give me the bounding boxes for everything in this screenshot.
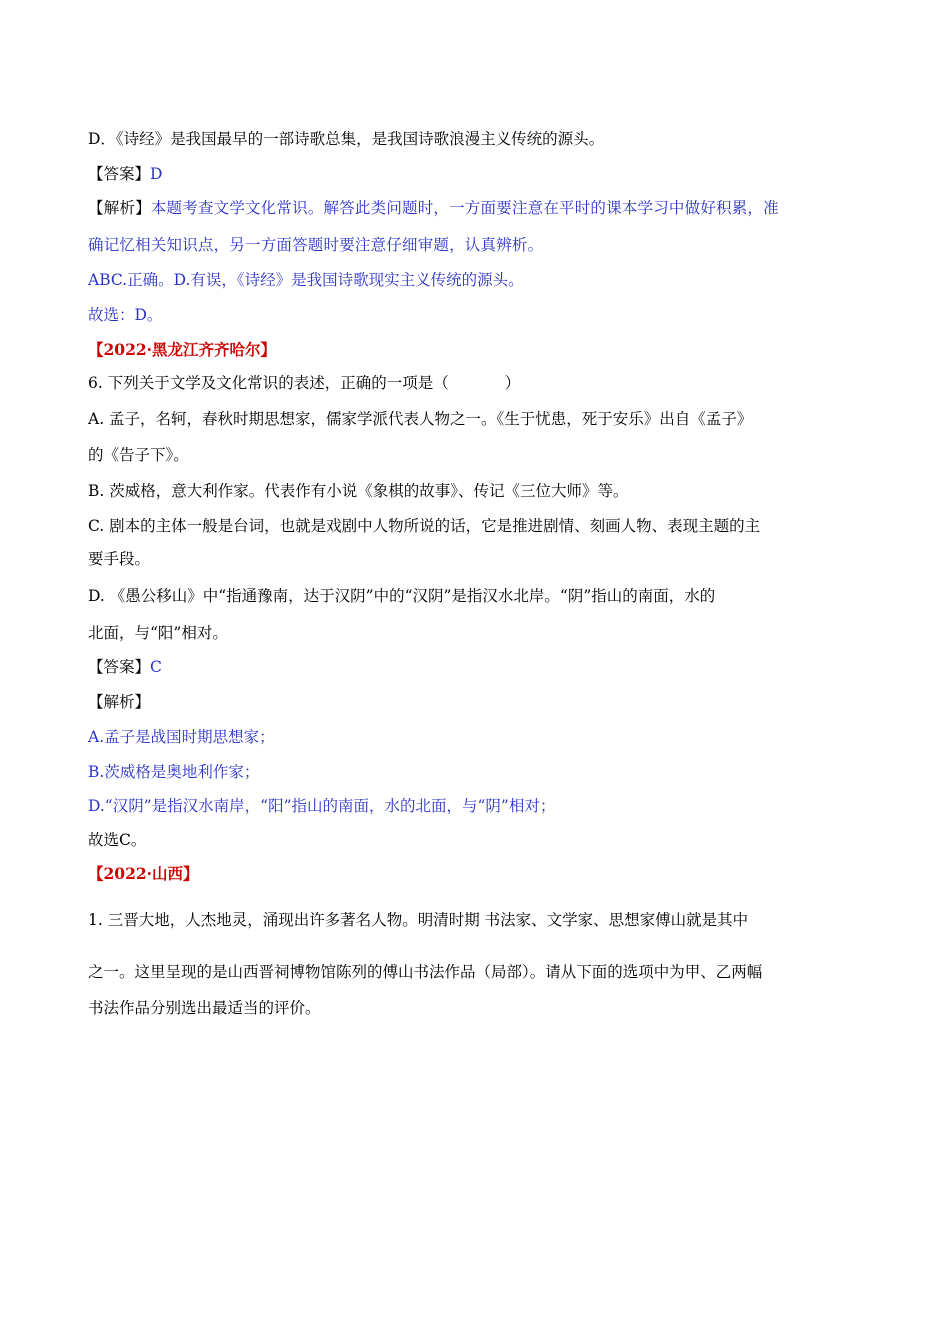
q5-analysis-line1 bbox=[88, 198, 779, 218]
q6-stem-prefix: 6. 下列关于文学及文化常识的表述，正确的一项是（ bbox=[88, 374, 449, 392]
q6-option-b: B. 茨威格，意大利作家。代表作有小说《象棋的故事》、传记《三位大师》等。 bbox=[88, 482, 629, 500]
answer-label: 【答案】 bbox=[88, 658, 151, 676]
analysis-label: 【解析】 bbox=[88, 199, 151, 217]
q6-option-a-line2: 的《告子下》。 bbox=[88, 446, 189, 464]
q6-option-c-line2: 要手段。 bbox=[88, 550, 151, 568]
q5-analysis-line2: 确记忆相关知识点，另一方面答题时要注意仔细审题，认真辨析。 bbox=[88, 236, 544, 254]
section-heading-shanxi: 【2022·山西】 bbox=[88, 864, 199, 883]
q1-line1: 1. 三晋大地，人杰地灵，涌现出许多著名人物。明清时期 书法家、文学家、思想家傅山就是其中 bbox=[88, 911, 749, 929]
q5-answer bbox=[88, 164, 162, 184]
q6-analysis-b: B.茨威格是奥地利作家； bbox=[88, 763, 260, 781]
q6-option-d-line2: 北面，与“阳”相对。 bbox=[88, 624, 228, 642]
q5-conclusion: 故选：D。 bbox=[88, 306, 163, 324]
q6-analysis-a: A.孟子是战国时期思想家； bbox=[88, 728, 275, 746]
q6-option-a-line1: A. 孟子，名轲，春秋时期思想家，儒家学派代表人物之一。《生于忧患，死于安乐》出自《孟子》 bbox=[88, 410, 753, 428]
q6-conclusion: 故选C。 bbox=[88, 831, 147, 849]
q6-stem bbox=[88, 373, 520, 393]
q6-answer bbox=[88, 657, 162, 677]
answer-value: D bbox=[150, 165, 163, 183]
q5-option-d: D．《诗经》是我国最早的一部诗歌总集，是我国诗歌浪漫主义传统的源头。 bbox=[88, 130, 605, 148]
answer-label: 【答案】 bbox=[88, 165, 151, 183]
q6-option-c-line1: C. 剧本的主体一般是台词，也就是戏剧中人物所说的话，它是推进剧情、刻画人物、表现主题的主 bbox=[88, 517, 761, 535]
q5-analysis-line3: ABC.正确。D.有误，《诗经》是我国诗歌现实主义传统的源头。 bbox=[88, 271, 524, 289]
q6-analysis-label: 【解析】 bbox=[88, 693, 151, 711]
analysis-text: 本题考查文学文化常识。解答此类问题时，一方面要注意在平时的课本学习中做好积累，准 bbox=[150, 199, 779, 217]
section-heading-heilongjiang: 【2022·黑龙江齐齐哈尔】 bbox=[88, 340, 277, 359]
q1-line2: 之一。这里呈现的是山西晋祠博物馆陈列的傅山书法作品（局部）。请从下面的选项中为甲、乙两幅 bbox=[88, 963, 763, 981]
q1-line3: 书法作品分别选出最适当的评价。 bbox=[88, 999, 321, 1017]
q6-analysis-d: D.“汉阴”是指汉水南岸，“阳”指山的南面，水的北面，与“阴”相对； bbox=[88, 797, 556, 815]
answer-value: C bbox=[150, 658, 162, 676]
q6-stem-suffix: ） bbox=[504, 374, 521, 392]
q6-option-d-line1: D. 《愚公移山》中“指通豫南，达于汉阴”中的“汉阴”是指汉水北岸。“阴”指山的南面，水的 bbox=[88, 587, 716, 605]
